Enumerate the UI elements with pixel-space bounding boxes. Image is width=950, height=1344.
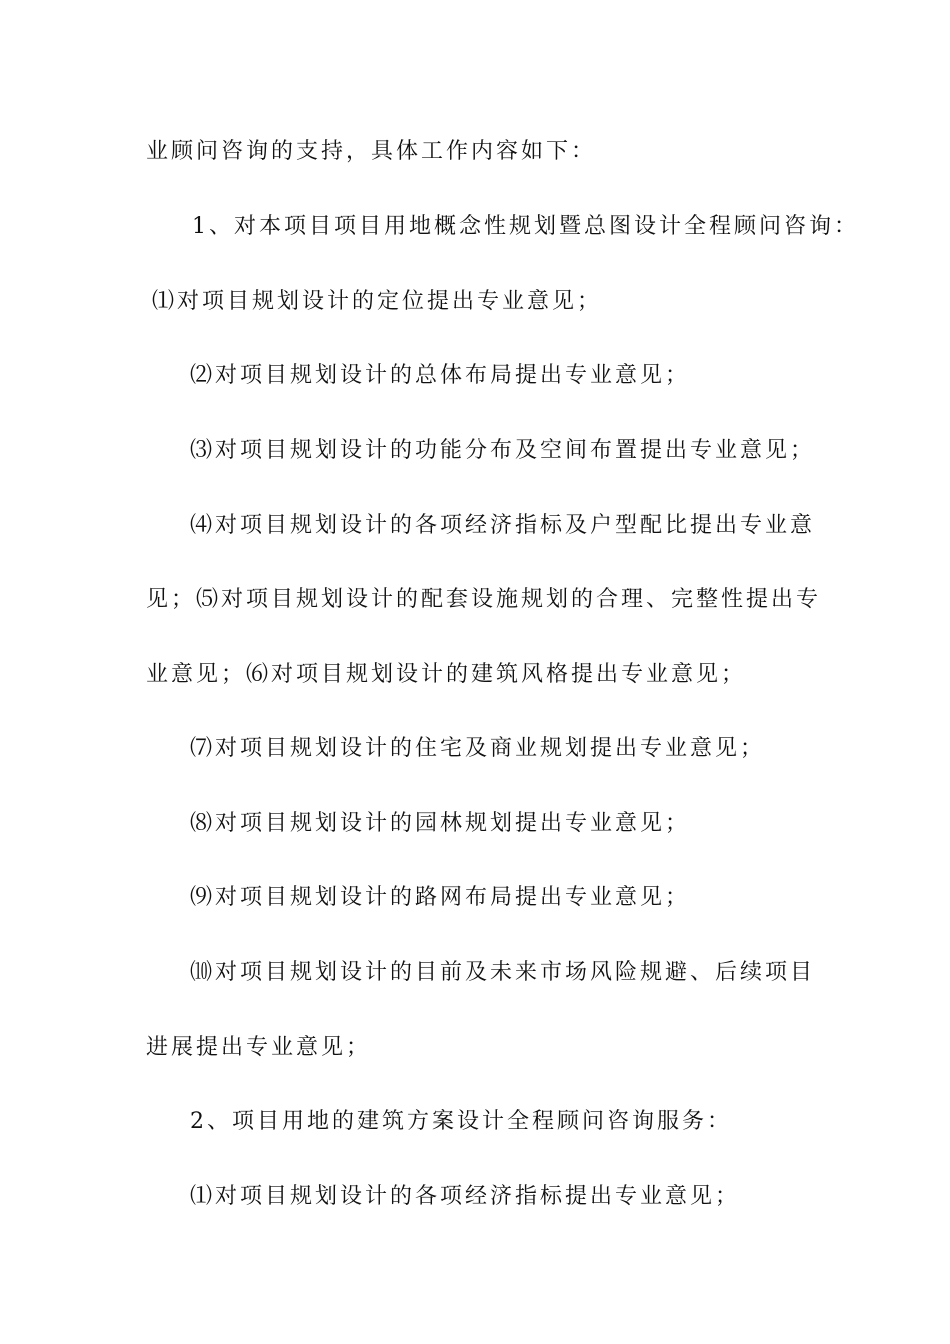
section-heading: 1、对本项目项目用地概念性规划暨总图设计全程顾问咨询： bbox=[192, 214, 859, 239]
text-line: ⑼对项目规划设计的路网布局提出专业意见； bbox=[190, 885, 691, 910]
text-line: ⑷对项目规划设计的各项经济指标及户型配比提出专业意 bbox=[190, 513, 816, 538]
text-line: ⑺对项目规划设计的住宅及商业规划提出专业意见； bbox=[190, 736, 766, 761]
text-line: ⑵对项目规划设计的总体布局提出专业意见； bbox=[190, 363, 691, 388]
text-line: ⑻对项目规划设计的园林规划提出专业意见； bbox=[190, 811, 691, 836]
text-line: 业意见；⑹对项目规划设计的建筑风格提出专业意见； bbox=[146, 662, 747, 687]
section-heading: 2、项目用地的建筑方案设计全程顾问咨询服务： bbox=[190, 1109, 732, 1134]
text-line: ⑶对项目规划设计的功能分布及空间布置提出专业意见； bbox=[190, 438, 816, 463]
text-line: ⑴对项目规划设计的各项经济指标提出专业意见； bbox=[190, 1184, 741, 1209]
text-line: 业顾问咨询的支持，具体工作内容如下： bbox=[146, 139, 597, 164]
text-line: ⑴对项目规划设计的定位提出专业意见； bbox=[152, 289, 603, 314]
text-line: ⑽对项目规划设计的目前及未来市场风险规避、后续项目 bbox=[190, 960, 816, 985]
text-line: 进展提出专业意见； bbox=[146, 1035, 372, 1060]
text-line: 见；⑸对项目规划设计的配套设施规划的合理、完整性提出专 bbox=[146, 587, 822, 612]
